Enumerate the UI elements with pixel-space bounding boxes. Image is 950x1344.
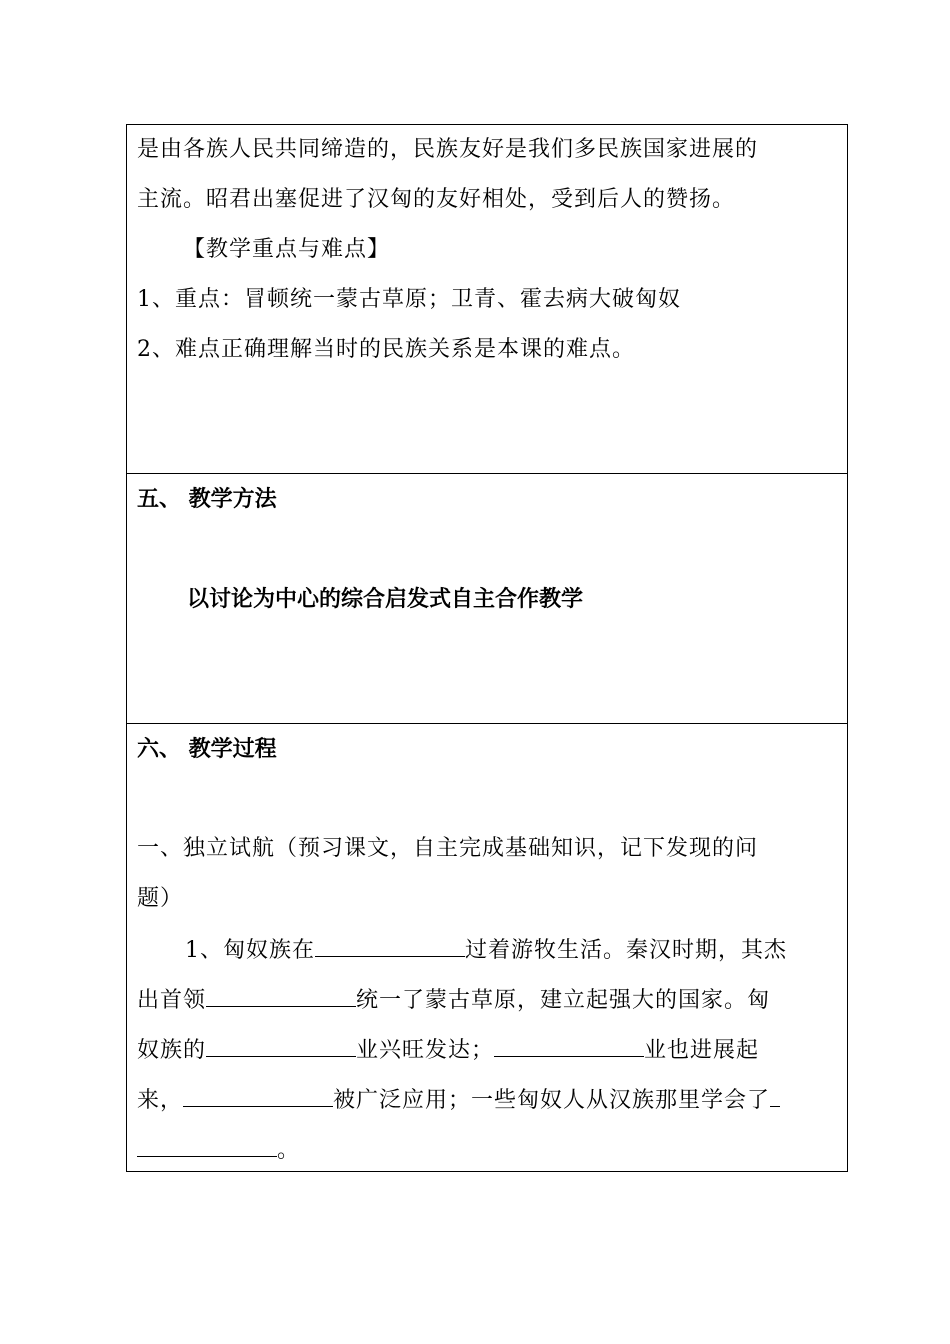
difficulty-point: 2、难点正确理解当时的民族关系是本课的难点。 [137, 337, 635, 362]
text-line: 题） [137, 886, 184, 911]
section-heading: 【教学重点与难点】 [183, 237, 391, 262]
fill-blank[interactable] [770, 1084, 780, 1107]
fill-blank[interactable] [494, 1034, 644, 1057]
question-text: 过着游牧生活。秦汉时期，其杰 [465, 938, 788, 963]
question-text: 业也进展起 [644, 1038, 760, 1063]
question-text: 被广泛应用；一些匈奴人从汉族那里学会了 [333, 1088, 771, 1113]
fill-blank[interactable] [137, 1134, 277, 1157]
question-line [137, 1084, 780, 1116]
fill-blank[interactable] [183, 1084, 333, 1107]
teaching-method-cell [127, 474, 847, 724]
text-line: 是由各族人民共同缔造的，民族友好是我们多民族国家进展的 [137, 137, 759, 162]
question-line [137, 1134, 300, 1166]
fill-blank[interactable] [206, 984, 356, 1007]
teaching-focus-cell [127, 125, 847, 474]
fill-blank[interactable] [206, 1034, 356, 1057]
teaching-process-cell [127, 724, 847, 1171]
section-heading: 五、 教学方法 [137, 487, 277, 512]
question-text: 统一了蒙古草原，建立起强大的国家。匈 [356, 988, 771, 1013]
focus-point: 1、重点：冒顿统一蒙古草原；卫青、霍去病大破匈奴 [137, 287, 681, 312]
question-text: 1、匈奴族在 [185, 938, 315, 963]
question-line [185, 934, 787, 966]
question-text: 奴族的 [137, 1038, 207, 1063]
question-text: 业兴旺发达； [356, 1038, 495, 1063]
question-text: 出首领 [137, 988, 207, 1013]
fill-blank[interactable] [315, 934, 465, 957]
lesson-plan-table [126, 124, 848, 1172]
text-line: 主流。昭君出塞促进了汉匈的友好相处，受到后人的赞扬。 [137, 187, 736, 212]
question-line [137, 984, 770, 1016]
question-text: 。 [277, 1138, 301, 1163]
text-line: 一、独立试航（预习课文，自主完成基础知识，记下发现的问 [137, 836, 759, 861]
section-heading: 六、 教学过程 [137, 737, 277, 762]
question-text: 来， [137, 1088, 184, 1113]
question-line [137, 1034, 759, 1066]
method-text: 以讨论为中心的综合启发式自主合作教学 [187, 587, 584, 612]
